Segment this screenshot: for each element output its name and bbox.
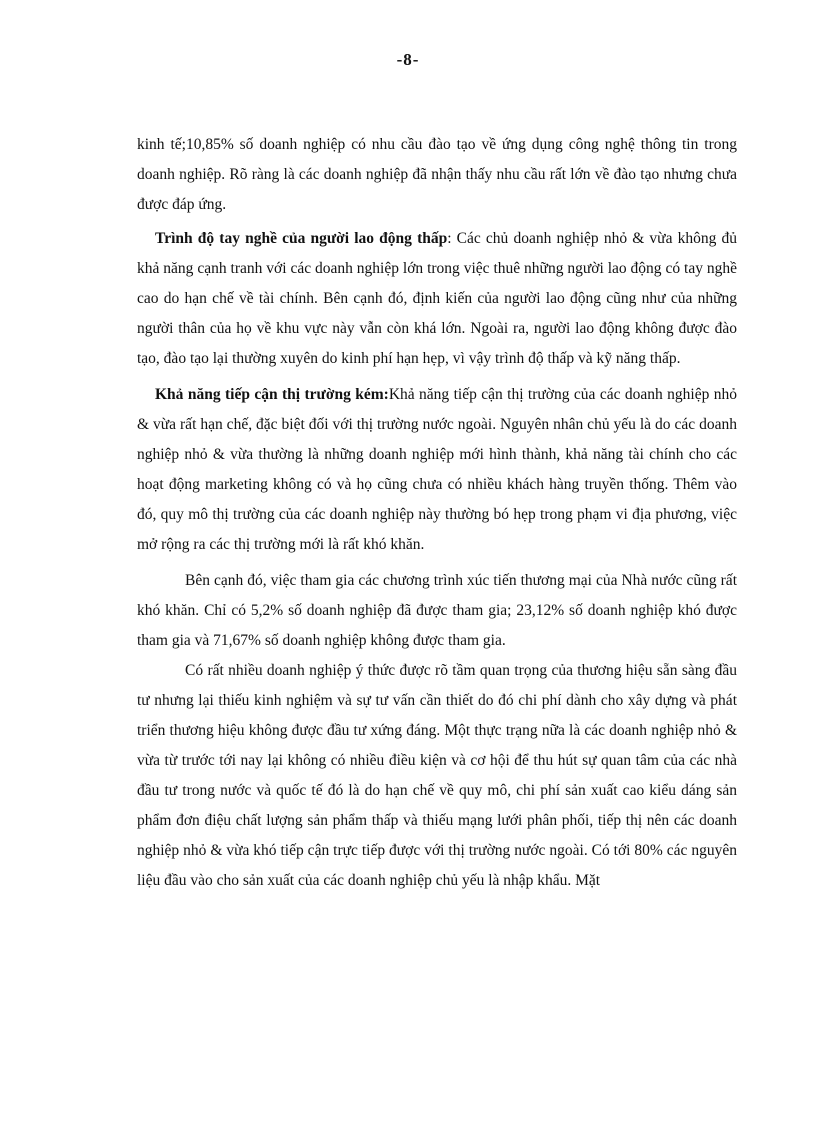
document-body [137, 130, 737, 896]
body-labor-skills: : Các chủ doanh nghiệp nhỏ & vừa không đủ khả năng cạnh tranh với các doanh nghiệp lớn trong việc thuê những người lao động có tay nghề cao do hạn chế về tài chính. Bên cạnh đó, định kiến của người lao động cũng như của những người thân của họ về khu vực này vẫn còn khá lớn. Ngoài ra, người lao động không được đào tạo, đào tạo lại thường xuyên do kinh phí hạn hẹp, vì vậy trình độ thấp và kỹ năng thấp. [137, 230, 737, 367]
heading-labor-skills: Trình độ tay nghề của người lao động thấp [155, 230, 448, 247]
paragraph-branding: Có rất nhiều doanh nghiệp ý thức được rõ tầm quan trọng của thương hiệu sẵn sàng đầu tư nhưng lại thiếu kinh nghiệm và sự tư vấn cần thiết do đó chi phí dành cho xây dựng và phát triển thương hiệu không được đầu tư xứng đáng. Một thực trạng nữa là các doanh nghiệp nhỏ & vừa từ trước tới nay lại không có nhiều điều kiện và cơ hội để thu hút sự quan tâm của các nhà đầu tư trong nước và quốc tế đó là do hạn chế về quy mô, chi phí sản xuất cao kiểu dáng sản phẩm đơn điệu chất lượng sản phẩm thấp và thiếu mạng lưới phân phối, tiếp thị nên các doanh nghiệp nhỏ & vừa khó tiếp cận trực tiếp được với thị trường nước ngoài. Có tới 80% các nguyên liệu đầu vào cho sản xuất của các doanh nghiệp chủ yếu là nhập khẩu. Mặt [137, 662, 737, 889]
heading-market-access: Khả năng tiếp cận thị trường kém: [155, 386, 389, 403]
paragraph-market-access [137, 380, 737, 560]
paragraph-trade-promotion: Bên cạnh đó, việc tham gia các chương trình xúc tiến thương mại của Nhà nước cũng rất khó khăn. Chỉ có 5,2% số doanh nghiệp đã được tham gia; 23,12% số doanh nghiệp khó được tham gia và 71,67% số doanh nghiệp không được tham gia. [137, 572, 737, 649]
paragraph-labor-skills [137, 224, 737, 374]
page-number: -8- [396, 50, 420, 69]
body-market-access: Khả năng tiếp cận thị trường của các doanh nghiệp nhỏ & vừa rất hạn chế, đặc biệt đối với thị trường nước ngoài. Nguyên nhân chủ yếu là do các doanh nghiệp nhỏ & vừa thường là những doanh nghiệp mới hình thành, khả năng tài chính cho các hoạt động marketing không có và họ cũng chưa có nhiều khách hàng truyền thống. Thêm vào đó, quy mô thị trường của các doanh nghiệp này thường bó hẹp trong phạm vi địa phương, việc mở rộng ra các thị trường mới là rất khó khăn. [137, 386, 738, 553]
paragraph-training-needs: kinh tế;10,85% số doanh nghiệp có nhu cầu đào tạo về ứng dụng công nghệ thông tin trong doanh nghiệp. Rõ ràng là các doanh nghiệp đã nhận thấy nhu cầu rất lớn về đào tạo nhưng chưa được đáp ứng. [137, 136, 737, 213]
